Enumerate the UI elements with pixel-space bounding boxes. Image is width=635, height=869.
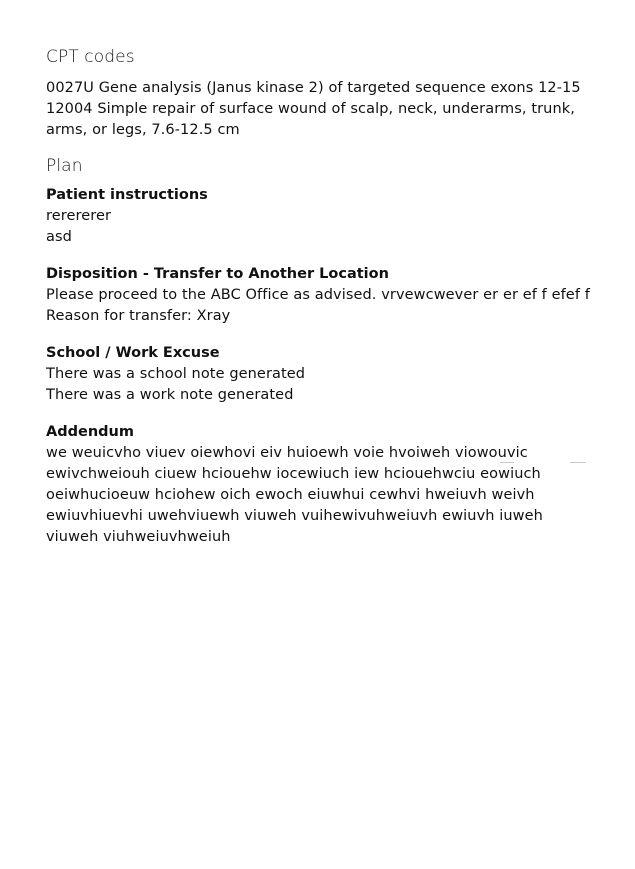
patient-instruction-line: rerererer: [46, 208, 112, 224]
addendum-section: [46, 422, 594, 548]
cpt-codes-title: CPT codes: [46, 47, 135, 67]
cpt-code-item: 12004 Simple repair of surface wound of scalp, neck, underarms, trunk, arms, or legs, 7.6-12.5 cm: [46, 101, 575, 138]
school-work-excuse-section: [46, 343, 594, 406]
document-page: [46, 44, 594, 548]
addendum-heading: Addendum: [46, 424, 134, 440]
patient-instructions-heading: Patient instructions: [46, 187, 208, 203]
addendum-text: we weuicvho viuev oiewhovi eiv huioewh voie hvoiweh viowouvic ewivchweiouh ciuew hciouehw iocewiuch iew hciouehwciu eowiuch oeiwhucioeuw hciohew oich ewoch eiuwhui cewhvi hweiuvh weivh ewiuvhiuevhi uwehviuewh viuweh vuihewivuhweiuvh ewiuvh iuweh viuweh viuhweiuvhweiuh: [46, 445, 543, 545]
transfer-reason: Reason for transfer: Xray: [46, 308, 231, 324]
excuse-line: There was a school note generated: [46, 366, 306, 382]
plan-title: Plan: [46, 156, 83, 176]
cpt-code-item: 0027U Gene analysis (Janus kinase 2) of targeted sequence exons 12-15: [46, 80, 581, 96]
cpt-code-list: [46, 78, 594, 141]
disposition-text: Please proceed to the ABC Office as advised. vrvewcwever er er ef f efef f: [46, 287, 590, 303]
disposition-section: [46, 264, 594, 327]
patient-instruction-line: asd: [46, 229, 72, 245]
disposition-heading: Disposition - Transfer to Another Location: [46, 266, 389, 282]
excuse-line: There was a work note generated: [46, 387, 294, 403]
school-work-excuse-heading: School / Work Excuse: [46, 345, 220, 361]
faint-divider-marks: [500, 460, 590, 466]
patient-instructions-section: [46, 185, 594, 248]
